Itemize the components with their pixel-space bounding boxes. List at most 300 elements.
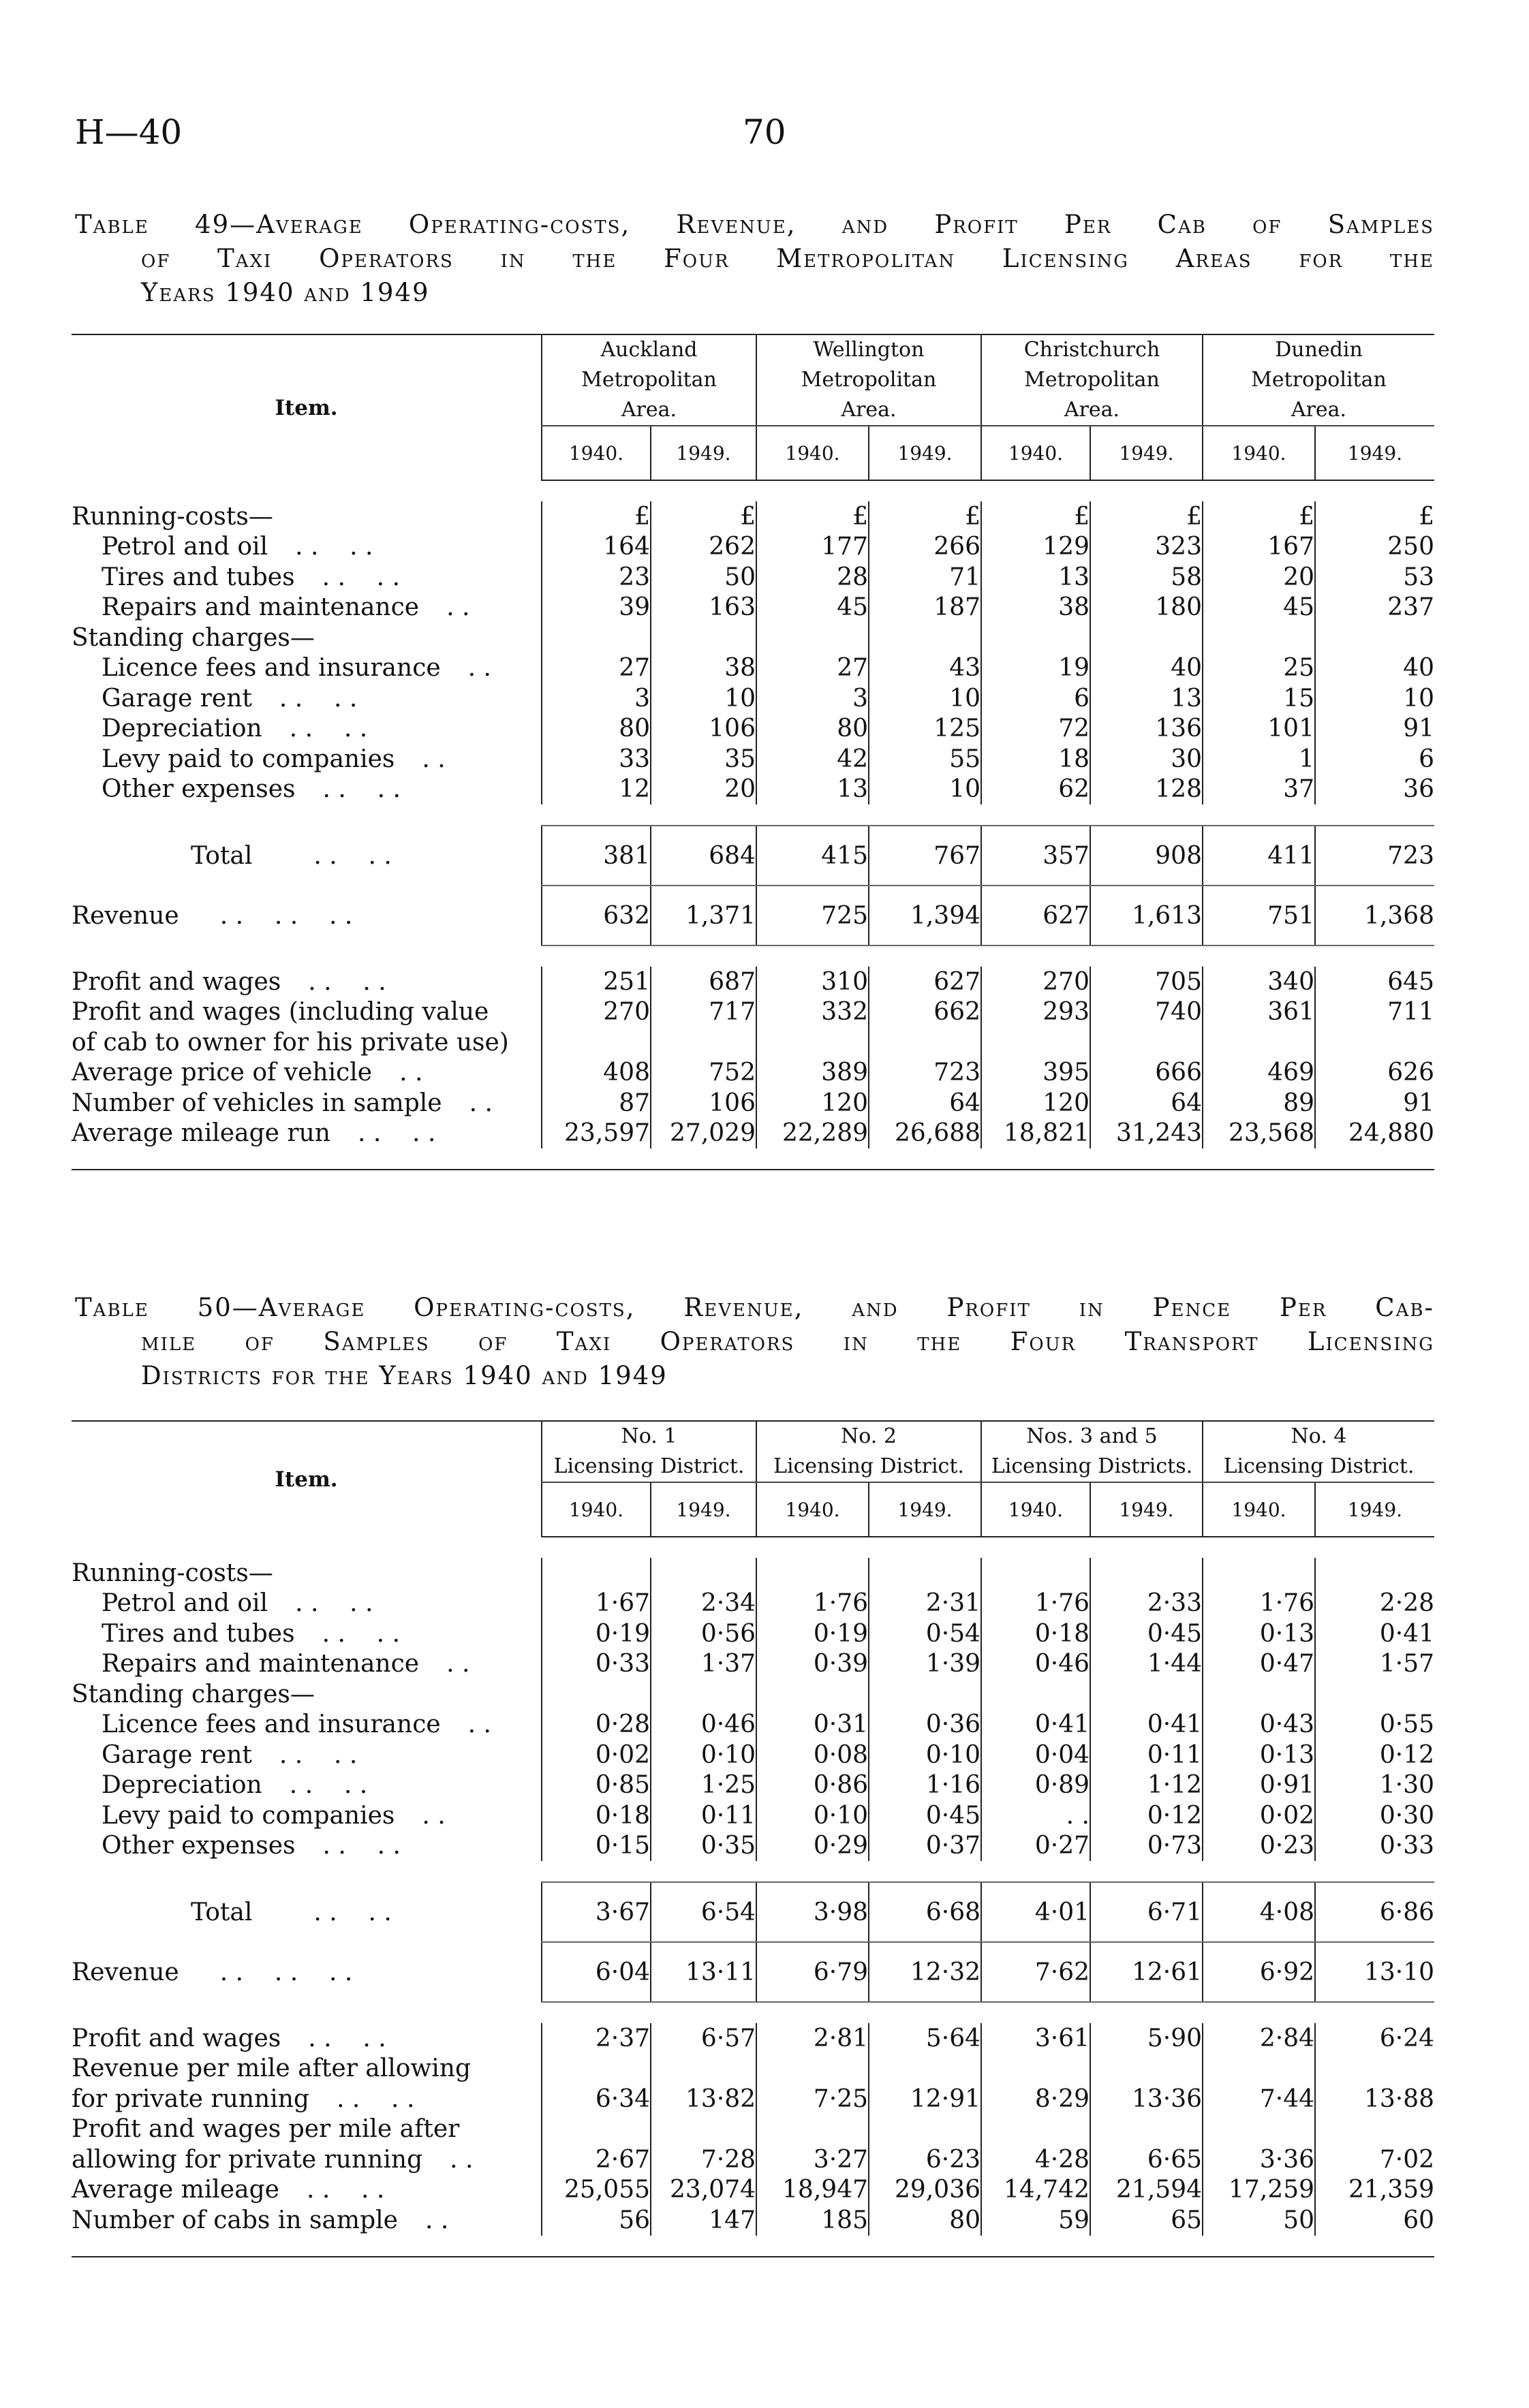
value-cell: 0·02 — [1203, 1800, 1315, 1831]
value-cell: 7·25 — [756, 2084, 869, 2114]
value-cell: 389 — [756, 1058, 869, 1089]
leader-dots: . . . . — [336, 2084, 415, 2113]
value-cell: 3 — [756, 683, 869, 714]
value-cell: 293 — [981, 997, 1090, 1028]
value-cell: 27 — [542, 653, 651, 684]
value-cell: 2·81 — [756, 2023, 869, 2054]
value-cell: 0·54 — [869, 1619, 981, 1649]
area-header-christchurch: Christchurch Metropolitan Area. — [981, 334, 1203, 426]
value-cell: 101 — [1203, 714, 1315, 745]
table-row — [72, 653, 1434, 684]
district-header-4: No. 4 Licensing District. — [1203, 1421, 1434, 1482]
value-cell — [756, 2054, 869, 2084]
value-cell: 13 — [756, 775, 869, 805]
value-cell: 2·84 — [1203, 2023, 1315, 2054]
value-cell: 237 — [1315, 593, 1434, 623]
value-cell: 0·28 — [542, 1710, 651, 1740]
value-cell: 0·46 — [651, 1710, 756, 1740]
value-cell: 45 — [756, 593, 869, 623]
leader-dots: . . — [469, 1089, 493, 1117]
value-cell — [1090, 1027, 1203, 1058]
row-label — [72, 886, 542, 945]
row-label — [72, 744, 542, 775]
value-cell: 2·31 — [869, 1589, 981, 1619]
value-cell: 411 — [1203, 826, 1315, 886]
table-row — [72, 744, 1434, 775]
value-cell: 23 — [542, 562, 651, 593]
row-label-text: Number of vehicles in sample — [72, 1089, 442, 1117]
value-cell: 0·89 — [981, 1770, 1090, 1801]
value-cell: 1,368 — [1315, 886, 1434, 945]
row-label — [72, 775, 542, 805]
value-cell — [1203, 623, 1315, 653]
value-cell: 21,594 — [1090, 2175, 1203, 2206]
value-cell: 50 — [651, 562, 756, 593]
value-cell: 10 — [869, 775, 981, 805]
value-cell: 2·67 — [542, 2144, 651, 2175]
row-label-text: Repairs and maintenance — [102, 593, 420, 622]
value-cell: 87 — [542, 1088, 651, 1119]
row-label — [72, 2023, 542, 2054]
row-label-text: Levy paid to companies — [102, 745, 395, 773]
row-label — [72, 1119, 542, 1149]
table-row — [72, 593, 1434, 623]
value-cell: 18 — [981, 744, 1090, 775]
value-cell — [869, 2114, 981, 2145]
leader-dots: . . . . — [279, 1740, 358, 1769]
value-cell: 0·91 — [1203, 1770, 1315, 1801]
value-cell — [756, 1558, 869, 1589]
value-cell: 43 — [869, 653, 981, 684]
value-cell: 0·85 — [542, 1770, 651, 1801]
value-cell: 22,289 — [756, 1119, 869, 1149]
value-cell: 0·86 — [756, 1770, 869, 1801]
value-cell: 3·61 — [981, 2023, 1090, 2054]
value-cell: 64 — [1090, 1088, 1203, 1119]
leader-dots: . . — [467, 1710, 491, 1739]
table-row — [72, 1027, 1434, 1058]
value-cell: 751 — [1203, 886, 1315, 945]
value-cell: 17,259 — [1203, 2175, 1315, 2206]
row-label — [72, 1589, 542, 1619]
leader-dots: . . . . — [279, 684, 358, 713]
value-cell: 128 — [1090, 775, 1203, 805]
value-cell: 0·23 — [1203, 1831, 1315, 1862]
value-cell: . . — [981, 1800, 1090, 1831]
value-cell: 0·18 — [981, 1619, 1090, 1649]
value-cell — [1090, 2054, 1203, 2084]
leader-dots: . . . . — [308, 2024, 386, 2052]
table-49-caption — [75, 208, 1434, 310]
value-cell: 60 — [1315, 2205, 1434, 2236]
value-cell — [651, 2114, 756, 2145]
row-label-text: Average price of vehicle — [72, 1059, 373, 1087]
value-cell: 1·16 — [869, 1770, 981, 1801]
row-label — [72, 714, 542, 745]
area-header-auckland: Auckland Metropolitan Area. — [542, 334, 756, 426]
leader-dots: . . . . — [313, 1898, 392, 1926]
leader-dots: . . . . . . — [219, 901, 353, 930]
value-cell: 45 — [1203, 593, 1315, 623]
value-cell: 0·55 — [1315, 1710, 1434, 1740]
row-label-text: Licence fees and insurance — [102, 1710, 441, 1739]
year-header: 1940. — [981, 426, 1090, 480]
row-label — [72, 1800, 542, 1831]
value-cell — [1090, 1679, 1203, 1710]
value-cell: 27 — [756, 653, 869, 684]
value-cell — [869, 1679, 981, 1710]
year-header: 1949. — [1090, 1482, 1203, 1537]
value-cell: 270 — [981, 967, 1090, 997]
row-label-text: Tires and tubes — [102, 1619, 295, 1648]
value-cell: 0·39 — [756, 1649, 869, 1680]
leader-dots: . . — [422, 745, 446, 773]
value-cell: 1·37 — [651, 1649, 756, 1680]
value-cell: 50 — [1203, 2205, 1315, 2236]
value-cell: 19 — [981, 653, 1090, 684]
value-cell: 1,394 — [869, 886, 981, 945]
value-cell: 408 — [542, 1058, 651, 1089]
value-cell: 725 — [756, 886, 869, 945]
value-cell: 0·73 — [1090, 1831, 1203, 1862]
value-cell: 177 — [756, 532, 869, 563]
value-cell: £ — [1203, 501, 1315, 532]
value-cell: 14,742 — [981, 2175, 1090, 2206]
year-header: 1940. — [1203, 1482, 1315, 1537]
row-label-text: Other expenses — [102, 775, 296, 804]
value-cell: 415 — [756, 826, 869, 886]
value-cell: 58 — [1090, 562, 1203, 593]
value-cell: 21,359 — [1315, 2175, 1434, 2206]
row-label — [72, 2144, 542, 2175]
row-label — [72, 1710, 542, 1740]
value-cell: 1·44 — [1090, 1649, 1203, 1680]
leader-dots: . . . . — [322, 1832, 401, 1860]
value-cell: 3 — [542, 683, 651, 714]
value-cell: 627 — [981, 886, 1090, 945]
value-cell: 0·10 — [869, 1740, 981, 1770]
leader-dots: . . . . — [308, 967, 386, 996]
value-cell: 38 — [651, 653, 756, 684]
value-cell — [981, 1558, 1090, 1589]
value-cell: 0·41 — [981, 1710, 1090, 1740]
value-cell — [1315, 2114, 1434, 2145]
value-cell: 4·28 — [981, 2144, 1090, 2175]
table-row — [72, 1770, 1434, 1801]
spacer-row — [72, 1148, 1434, 1170]
value-cell — [542, 1027, 651, 1058]
row-label-text: Total — [191, 841, 253, 870]
row-label-text: Average mileage — [72, 2176, 279, 2204]
value-cell: 1·39 — [869, 1649, 981, 1680]
value-cell: 3·67 — [542, 1882, 651, 1942]
value-cell — [869, 1027, 981, 1058]
value-cell: 35 — [651, 744, 756, 775]
value-cell: 0·13 — [1203, 1740, 1315, 1770]
table-50 — [72, 1420, 1434, 2257]
value-cell: 6 — [1315, 744, 1434, 775]
value-cell: 2·28 — [1315, 1589, 1434, 1619]
group-row — [72, 1558, 1434, 1589]
spacer-cell — [72, 480, 1434, 501]
value-cell: 164 — [542, 532, 651, 563]
spacer-row — [72, 1861, 1434, 1882]
value-cell — [756, 1679, 869, 1710]
spacer-row — [72, 2002, 1434, 2023]
table-row — [72, 1831, 1434, 1862]
value-cell: 80 — [756, 714, 869, 745]
value-cell: 740 — [1090, 997, 1203, 1028]
table-row — [72, 1649, 1434, 1680]
value-cell: 0·12 — [1090, 1800, 1203, 1831]
value-cell: 0·29 — [756, 1831, 869, 1862]
spacer-cell — [72, 2236, 1434, 2257]
value-cell: 18,947 — [756, 2175, 869, 2206]
value-cell: 6·34 — [542, 2084, 651, 2114]
value-cell: 0·11 — [1090, 1740, 1203, 1770]
table-50-caption — [75, 1291, 1434, 1393]
value-cell: 62 — [981, 775, 1090, 805]
year-header: 1949. — [1090, 426, 1203, 480]
value-cell — [756, 2114, 869, 2145]
value-cell: 0·18 — [542, 1800, 651, 1831]
value-cell: 1·76 — [981, 1589, 1090, 1619]
value-cell — [1203, 1679, 1315, 1710]
value-cell: 28 — [756, 562, 869, 593]
row-label — [72, 2114, 542, 2145]
year-header: 1949. — [1315, 426, 1434, 480]
value-cell: 270 — [542, 997, 651, 1028]
row-label — [72, 2175, 542, 2206]
value-cell: 64 — [869, 1088, 981, 1119]
value-cell: 0·10 — [756, 1800, 869, 1831]
value-cell: 250 — [1315, 532, 1434, 563]
value-cell: 2·33 — [1090, 1589, 1203, 1619]
value-cell: 20 — [1203, 562, 1315, 593]
row-label — [72, 2084, 542, 2114]
leader-dots: . . . . — [306, 2176, 385, 2204]
table-row — [72, 532, 1434, 563]
year-header: 1940. — [1203, 426, 1315, 480]
value-cell: £ — [1090, 501, 1203, 532]
value-cell: 24,880 — [1315, 1119, 1434, 1149]
value-cell: 120 — [981, 1088, 1090, 1119]
leader-dots: . . . . — [313, 841, 392, 870]
value-cell: 89 — [1203, 1088, 1315, 1119]
value-cell: 125 — [869, 714, 981, 745]
value-cell — [981, 623, 1090, 653]
year-header: 1949. — [651, 1482, 756, 1537]
row-label-text: Revenue — [72, 901, 179, 930]
value-cell: 23,568 — [1203, 1119, 1315, 1149]
value-cell: 752 — [651, 1058, 756, 1089]
year-header: 1940. — [756, 1482, 869, 1537]
table-row — [72, 714, 1434, 745]
value-cell: 12·61 — [1090, 1942, 1203, 2002]
spacer-row — [72, 945, 1434, 967]
value-cell: 6·57 — [651, 2023, 756, 2054]
value-cell: 12 — [542, 775, 651, 805]
value-cell: 645 — [1315, 967, 1434, 997]
year-header: 1940. — [542, 426, 651, 480]
value-cell: 1,613 — [1090, 886, 1203, 945]
value-cell: 6·68 — [869, 1882, 981, 1942]
value-cell: 55 — [869, 744, 981, 775]
district-header-1: No. 1 Licensing District. — [542, 1421, 756, 1482]
value-cell: 395 — [981, 1058, 1090, 1089]
value-cell: 120 — [756, 1088, 869, 1119]
table-row — [72, 2054, 1434, 2084]
value-cell: 0·27 — [981, 1831, 1090, 1862]
value-cell: 30 — [1090, 744, 1203, 775]
value-cell: 705 — [1090, 967, 1203, 997]
value-cell: 3·27 — [756, 2144, 869, 2175]
value-cell: 6·86 — [1315, 1882, 1434, 1942]
total-row — [72, 1882, 1434, 1942]
leader-dots: . . . . — [322, 563, 401, 591]
value-cell: 56 — [542, 2205, 651, 2236]
value-cell — [1315, 1558, 1434, 1589]
value-cell: 6·92 — [1203, 1942, 1315, 2002]
table-49 — [72, 334, 1434, 1170]
row-label-text: Depreciation — [102, 1771, 262, 1800]
value-cell: 180 — [1090, 593, 1203, 623]
value-cell: 0·31 — [756, 1710, 869, 1740]
row-label-text: for private running — [72, 2084, 309, 2113]
value-cell: 7·62 — [981, 1942, 1090, 2002]
value-cell: 40 — [1315, 653, 1434, 684]
value-cell — [1090, 623, 1203, 653]
value-cell: 0·41 — [1090, 1710, 1203, 1740]
value-cell: 684 — [651, 826, 756, 886]
row-label-text: Profit and wages — [72, 967, 281, 996]
value-cell: 266 — [869, 532, 981, 563]
row-label — [72, 1619, 542, 1649]
caption-line: Table 49—Average Operating-costs, Revenue, and Profit Per Cab of Samples — [75, 210, 1434, 239]
value-cell: 0·15 — [542, 1831, 651, 1862]
year-header: 1949. — [651, 426, 756, 480]
row-label — [72, 532, 542, 563]
value-cell: 72 — [981, 714, 1090, 745]
value-cell: 0·46 — [981, 1649, 1090, 1680]
value-cell — [756, 1027, 869, 1058]
value-cell — [869, 623, 981, 653]
value-cell: 12·32 — [869, 1942, 981, 2002]
value-cell: 13·88 — [1315, 2084, 1434, 2114]
table-row — [72, 2023, 1434, 2054]
value-cell: 6·65 — [1090, 2144, 1203, 2175]
row-label-text: Licence fees and insurance — [102, 654, 441, 683]
value-cell: 332 — [756, 997, 869, 1028]
value-cell: 91 — [1315, 1088, 1434, 1119]
spacer-row — [72, 804, 1434, 826]
caption-line: Districts for the Years 1940 and 1949 — [141, 1361, 668, 1390]
value-cell — [651, 1027, 756, 1058]
spacer-cell — [72, 2002, 1434, 2023]
value-cell: 6·23 — [869, 2144, 981, 2175]
year-header: 1949. — [1315, 1482, 1434, 1537]
table-row — [72, 1800, 1434, 1831]
row-label-text: Average mileage run — [72, 1119, 330, 1148]
row-label-text: Tires and tubes — [102, 563, 295, 591]
value-cell: 4·01 — [981, 1882, 1090, 1942]
value-cell: 0·13 — [1203, 1619, 1315, 1649]
value-cell: 2·37 — [542, 2023, 651, 2054]
year-header: 1940. — [981, 1482, 1090, 1537]
value-cell: 0·35 — [651, 1831, 756, 1862]
value-cell: 0·36 — [869, 1710, 981, 1740]
table-row — [72, 2084, 1434, 2114]
value-cell — [1203, 2114, 1315, 2145]
leader-dots: . . . . — [357, 1119, 436, 1148]
row-label-text: Number of cabs in sample — [72, 2206, 398, 2234]
value-cell: 666 — [1090, 1058, 1203, 1089]
value-cell: 251 — [542, 967, 651, 997]
row-label-text: Petrol and oil — [102, 1589, 268, 1618]
value-cell: 26,688 — [869, 1119, 981, 1149]
row-label-text: allowing for private running — [72, 2145, 423, 2174]
row-label-text: Depreciation — [102, 715, 262, 743]
row-label — [72, 1831, 542, 1862]
value-cell: 717 — [651, 997, 756, 1028]
value-cell: 262 — [651, 532, 756, 563]
table-row — [72, 967, 1434, 997]
spacer-cell — [72, 1537, 1434, 1558]
row-label — [72, 1882, 542, 1942]
row-label-text: Petrol and oil — [102, 533, 268, 561]
row-label — [72, 1740, 542, 1770]
value-cell: 6 — [981, 683, 1090, 714]
document-code: H—40 — [75, 112, 183, 152]
value-cell: £ — [756, 501, 869, 532]
value-cell: 6·04 — [542, 1942, 651, 2002]
spacer-row — [72, 480, 1434, 501]
group-label: Running-costs— — [72, 502, 273, 531]
value-cell: 0·33 — [1315, 1831, 1434, 1862]
value-cell: 71 — [869, 562, 981, 593]
value-cell: 39 — [542, 593, 651, 623]
row-label-text: Garage rent — [102, 1740, 252, 1769]
value-cell: 767 — [869, 826, 981, 886]
caption-line: mile of Samples of Taxi Operators in the Four Transport Licensing — [141, 1327, 1434, 1356]
value-cell: 42 — [756, 744, 869, 775]
value-cell: 1·67 — [542, 1589, 651, 1619]
value-cell: 13 — [981, 562, 1090, 593]
value-cell — [542, 1679, 651, 1710]
spacer-row — [72, 2236, 1434, 2257]
value-cell: 15 — [1203, 683, 1315, 714]
value-cell: 0·11 — [651, 1800, 756, 1831]
value-cell: 0·02 — [542, 1740, 651, 1770]
leader-dots: . . — [467, 654, 491, 683]
spacer-cell — [72, 1148, 1434, 1170]
value-cell: £ — [651, 501, 756, 532]
value-cell — [756, 623, 869, 653]
value-cell — [981, 2054, 1090, 2084]
group-row — [72, 1679, 1434, 1710]
value-cell: 106 — [651, 1088, 756, 1119]
value-cell: 0·04 — [981, 1740, 1090, 1770]
table-row — [72, 2175, 1434, 2206]
value-cell: 31,243 — [1090, 1119, 1203, 1149]
row-label — [72, 1770, 542, 1801]
row-label — [72, 2205, 542, 2236]
value-cell: 711 — [1315, 997, 1434, 1028]
area-header-wellington: Wellington Metropolitan Area. — [756, 334, 981, 426]
value-cell — [542, 2054, 651, 2084]
value-cell: 357 — [981, 826, 1090, 886]
leader-dots: . . — [399, 1059, 423, 1087]
